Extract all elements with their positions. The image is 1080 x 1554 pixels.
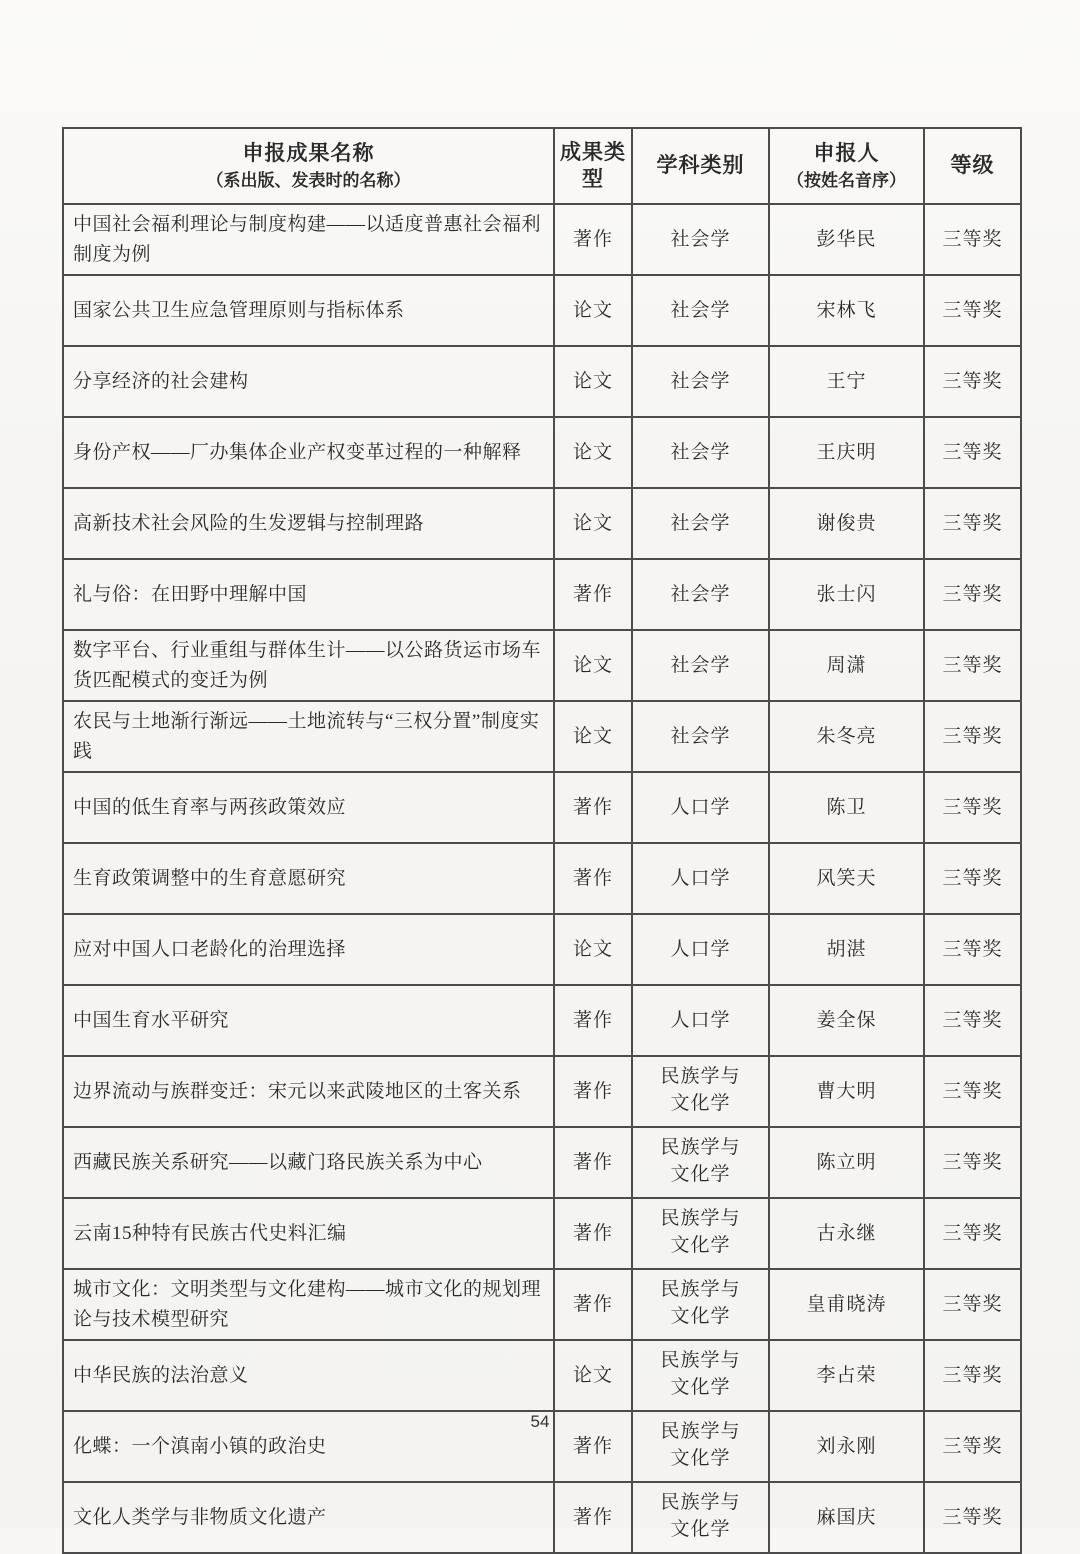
applicant-cell: 陈立明 (769, 1127, 924, 1198)
applicant-cell: 周潇 (769, 630, 924, 701)
achievement-name-cell: 礼与俗：在田野中理解中国 (63, 559, 554, 630)
grade-cell: 三等奖 (924, 1411, 1021, 1482)
awards-table (62, 127, 1022, 1554)
achievement-name-cell: 化蝶：一个滇南小镇的政治史 (63, 1411, 554, 1482)
applicant-cell: 陈卫 (769, 772, 924, 843)
table-row (63, 1056, 1021, 1127)
subject-category-cell (632, 559, 769, 630)
subject-category-text: 社会学 (670, 583, 731, 605)
subject-category-cell (632, 701, 769, 772)
table-row (63, 630, 1021, 701)
achievement-type-cell: 论文 (554, 630, 632, 701)
applicant-cell: 风笑天 (769, 843, 924, 914)
subject-category-text: 社会学 (670, 370, 731, 392)
table-row (63, 1198, 1021, 1269)
table-header (63, 128, 1021, 204)
grade-cell: 三等奖 (924, 204, 1021, 275)
subject-category-cell (632, 204, 769, 275)
subject-category-text: 人口学 (670, 796, 731, 818)
column-header-applicant-title: 申报人 (813, 141, 880, 166)
subject-category-cell (632, 1056, 769, 1127)
subject-category-cell (632, 772, 769, 843)
subject-category-cell (632, 417, 769, 488)
achievement-type-cell: 著作 (554, 1127, 632, 1198)
subject-category-cell (632, 488, 769, 559)
subject-category-text: 民族学与文化学 (660, 1492, 741, 1541)
subject-category-text: 社会学 (670, 725, 731, 747)
column-header-category (632, 128, 769, 204)
subject-category-text: 民族学与文化学 (660, 1421, 741, 1470)
table-row (63, 417, 1021, 488)
grade-cell: 三等奖 (924, 346, 1021, 417)
applicant-cell: 姜全保 (769, 985, 924, 1056)
subject-category-text: 民族学与文化学 (660, 1208, 741, 1257)
subject-category-cell (632, 630, 769, 701)
subject-category-cell (632, 275, 769, 346)
subject-category-text: 民族学与文化学 (660, 1137, 741, 1186)
subject-category-cell (632, 1340, 769, 1411)
column-header-name-subtitle: （系出版、发表时的名称） (206, 170, 411, 190)
subject-category-text: 社会学 (670, 441, 731, 463)
grade-cell: 三等奖 (924, 1056, 1021, 1127)
subject-category-cell (632, 843, 769, 914)
applicant-cell: 王宁 (769, 346, 924, 417)
applicant-cell: 刘永刚 (769, 1411, 924, 1482)
grade-cell: 三等奖 (924, 559, 1021, 630)
subject-category-cell (632, 1198, 769, 1269)
subject-category-text: 社会学 (670, 299, 731, 321)
achievement-type-cell: 著作 (554, 1198, 632, 1269)
achievement-type-cell: 著作 (554, 772, 632, 843)
applicant-cell: 张士闪 (769, 559, 924, 630)
column-header-category-title: 学科类别 (656, 153, 745, 178)
achievement-name-cell: 中国的低生育率与两孩政策效应 (63, 772, 554, 843)
achievement-type-cell: 论文 (554, 275, 632, 346)
achievement-name-cell: 云南15种特有民族古代史料汇编 (63, 1198, 554, 1269)
column-header-grade (924, 128, 1021, 204)
grade-cell: 三等奖 (924, 417, 1021, 488)
grade-cell: 三等奖 (924, 488, 1021, 559)
achievement-name-cell: 身份产权——厂办集体企业产权变革过程的一种解释 (63, 417, 554, 488)
achievement-type-cell: 论文 (554, 701, 632, 772)
applicant-cell: 古永继 (769, 1198, 924, 1269)
achievement-type-cell: 著作 (554, 204, 632, 275)
subject-category-text: 人口学 (670, 867, 731, 889)
achievement-name-cell: 城市文化：文明类型与文化建构——城市文化的规划理论与技术模型研究 (63, 1269, 554, 1340)
subject-category-text: 人口学 (670, 938, 731, 960)
achievement-type-cell: 著作 (554, 1056, 632, 1127)
achievement-name-cell: 生育政策调整中的生育意愿研究 (63, 843, 554, 914)
achievement-type-cell: 著作 (554, 559, 632, 630)
table-row (63, 914, 1021, 985)
achievement-name-cell: 国家公共卫生应急管理原则与指标体系 (63, 275, 554, 346)
table-row (63, 1127, 1021, 1198)
table-row (63, 1482, 1021, 1553)
grade-cell: 三等奖 (924, 843, 1021, 914)
achievement-name-cell: 高新技术社会风险的生发逻辑与控制理路 (63, 488, 554, 559)
applicant-cell: 胡湛 (769, 914, 924, 985)
table-row (63, 985, 1021, 1056)
grade-cell: 三等奖 (924, 1269, 1021, 1340)
table-body (63, 204, 1021, 1553)
achievement-name-cell: 边界流动与族群变迁：宋元以来武陵地区的土客关系 (63, 1056, 554, 1127)
applicant-cell: 朱冬亮 (769, 701, 924, 772)
achievement-type-cell: 著作 (554, 1269, 632, 1340)
achievement-type-cell: 著作 (554, 985, 632, 1056)
subject-category-cell (632, 1127, 769, 1198)
table-row (63, 1340, 1021, 1411)
applicant-cell: 皇甫晓涛 (769, 1269, 924, 1340)
table-row (63, 843, 1021, 914)
column-header-applicant (769, 128, 924, 204)
table-row (63, 488, 1021, 559)
subject-category-cell (632, 1482, 769, 1553)
achievement-name-cell: 农民与土地渐行渐远——土地流转与“三权分置”制度实践 (63, 701, 554, 772)
column-header-type (554, 128, 632, 204)
grade-cell: 三等奖 (924, 630, 1021, 701)
subject-category-text: 社会学 (670, 228, 731, 250)
subject-category-cell (632, 1269, 769, 1340)
grade-cell: 三等奖 (924, 772, 1021, 843)
achievement-type-cell: 著作 (554, 1411, 632, 1482)
grade-cell: 三等奖 (924, 701, 1021, 772)
achievement-name-cell: 中国生育水平研究 (63, 985, 554, 1056)
subject-category-cell (632, 914, 769, 985)
header-row (63, 128, 1021, 204)
grade-cell: 三等奖 (924, 1340, 1021, 1411)
achievement-name-cell: 中国社会福利理论与制度构建——以适度普惠社会福利制度为例 (63, 204, 554, 275)
table-row (63, 559, 1021, 630)
applicant-cell: 彭华民 (769, 204, 924, 275)
achievement-type-cell: 论文 (554, 346, 632, 417)
achievement-type-cell: 论文 (554, 914, 632, 985)
applicant-cell: 麻国庆 (769, 1482, 924, 1553)
achievement-type-cell: 论文 (554, 488, 632, 559)
achievement-name-cell: 数字平台、行业重组与群体生计——以公路货运市场车货匹配模式的变迁为例 (63, 630, 554, 701)
applicant-cell: 王庆明 (769, 417, 924, 488)
table-row (63, 701, 1021, 772)
column-header-name-title: 申报成果名称 (242, 141, 375, 166)
subject-category-cell (632, 985, 769, 1056)
grade-cell: 三等奖 (924, 1482, 1021, 1553)
grade-cell: 三等奖 (924, 1127, 1021, 1198)
subject-category-text: 民族学与文化学 (660, 1279, 741, 1328)
achievement-type-cell: 论文 (554, 417, 632, 488)
page-number: 54 (530, 1412, 550, 1431)
table-row (63, 772, 1021, 843)
subject-category-text: 社会学 (670, 512, 731, 534)
achievement-name-cell: 分享经济的社会建构 (63, 346, 554, 417)
table-row (63, 1269, 1021, 1340)
achievement-type-cell: 著作 (554, 1482, 632, 1553)
applicant-cell: 曹大明 (769, 1056, 924, 1127)
subject-category-text: 民族学与文化学 (660, 1066, 741, 1115)
subject-category-text: 民族学与文化学 (660, 1350, 741, 1399)
applicant-cell: 李占荣 (769, 1340, 924, 1411)
achievement-name-cell: 文化人类学与非物质文化遗产 (63, 1482, 554, 1553)
subject-category-text: 社会学 (670, 654, 731, 676)
column-header-type-title: 成果类型 (560, 139, 626, 191)
table-row (63, 346, 1021, 417)
achievement-type-cell: 著作 (554, 843, 632, 914)
grade-cell: 三等奖 (924, 275, 1021, 346)
column-header-applicant-subtitle: （按姓名音序） (787, 170, 906, 190)
achievement-name-cell: 应对中国人口老龄化的治理选择 (63, 914, 554, 985)
applicant-cell: 谢俊贵 (769, 488, 924, 559)
grade-cell: 三等奖 (924, 1198, 1021, 1269)
grade-cell: 三等奖 (924, 914, 1021, 985)
achievement-name-cell: 西藏民族关系研究——以藏门珞民族关系为中心 (63, 1127, 554, 1198)
column-header-grade-title: 等级 (950, 153, 995, 178)
subject-category-text: 人口学 (670, 1009, 731, 1031)
table-row (63, 275, 1021, 346)
subject-category-cell (632, 346, 769, 417)
table-row (63, 204, 1021, 275)
applicant-cell: 宋林飞 (769, 275, 924, 346)
achievement-name-cell: 中华民族的法治意义 (63, 1340, 554, 1411)
achievement-type-cell: 论文 (554, 1340, 632, 1411)
column-header-name (63, 128, 554, 204)
grade-cell: 三等奖 (924, 985, 1021, 1056)
